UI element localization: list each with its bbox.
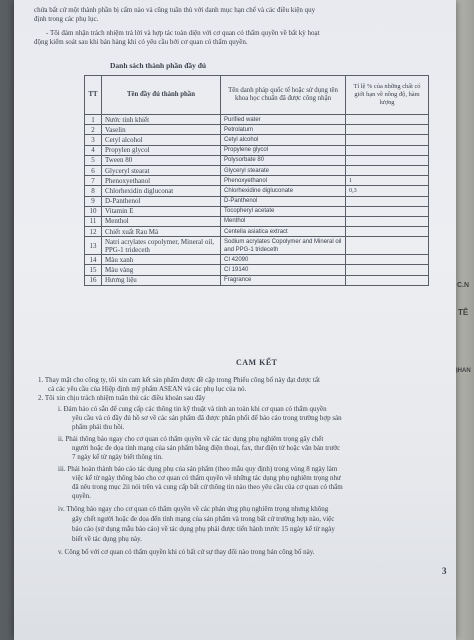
edge-mark: C.N: [457, 282, 470, 289]
row-number: 6: [85, 165, 102, 175]
commitment-text: yêu cầu và có đầy đủ hồ sơ về các sản phẩm đã được phân phối để báo cáo trong trường hợp sản: [72, 414, 342, 422]
ingredient-name: Vitamin E: [102, 206, 221, 216]
intl-name: Chlorhexidine digluconate: [221, 186, 346, 196]
row-number: 5: [85, 155, 102, 165]
header-tt: TT: [85, 76, 102, 115]
commitment-text: 1. Thay mặt cho công ty, tôi xin cam kết sản phẩm được đề cập trong Phiếu công bố này đạt được tất: [38, 376, 320, 384]
percentage: [346, 155, 429, 165]
page-number: 3: [442, 566, 447, 576]
table-row: [85, 186, 429, 196]
row-number: 10: [85, 206, 102, 216]
ingredient-name: Màu vàng: [102, 265, 221, 275]
commitment-text: 7 ngày kể từ ngày biết thông tin.: [72, 453, 163, 461]
ingredient-name: Propylen glycol: [102, 145, 221, 155]
commitment-text: quyền.: [72, 492, 91, 500]
row-number: 3: [85, 135, 102, 145]
ingredient-name: Nước tinh khiết: [102, 115, 221, 125]
ingredient-name: Natri acrylates copolymer, Mineral oil, PPG-1 trideceth: [102, 237, 221, 255]
ingredient-name: Phenoxyethanol: [102, 176, 221, 186]
table-row: [85, 115, 429, 125]
table-row: [85, 237, 429, 255]
intl-name: Sodium acrylates Copolymer and Mineral oil and PPG-1 trideceth: [221, 237, 346, 255]
table-row: [85, 227, 429, 237]
ingredient-name: Menthol: [102, 216, 221, 226]
percentage: [346, 265, 429, 275]
header-percentage: Tỉ lệ % của những chất có giới hạn về nồng độ, hàm lượng: [346, 76, 429, 115]
intl-name: CI 19140: [221, 265, 346, 275]
percentage: 1: [346, 176, 429, 186]
percentage: [346, 216, 429, 226]
table-row: [85, 206, 429, 216]
row-number: 4: [85, 145, 102, 155]
table-row: [85, 176, 429, 186]
ingredient-name: Vaselin: [102, 125, 221, 135]
edge-mark: TÊ: [458, 308, 469, 317]
commitment-heading: CAM KẾT: [236, 358, 278, 367]
percentage: [346, 165, 429, 175]
ingredient-name: Tween 80: [102, 155, 221, 165]
ingredient-name: Glyceryl stearat: [102, 165, 221, 175]
row-number: 1: [85, 115, 102, 125]
intl-name: Phenoxyethanol: [221, 176, 346, 186]
intl-name: Fragrance: [221, 275, 346, 285]
row-number: 14: [85, 255, 102, 265]
table-row: [85, 125, 429, 135]
commitment-text: 2. Tôi xin chịu trách nhiệm tuân thủ các điều khoản sau đây: [38, 394, 206, 402]
commitment-text: ii. Phải thông báo ngay cho cơ quan có thẩm quyền về các tác dụng phụ nghiêm trọng gây chết: [58, 435, 324, 443]
row-number: 2: [85, 125, 102, 135]
commitment-text: gây chết người hoặc đe dọa đến tính mạng của sản phẩm và trong bất cứ trường hợp nào, việc: [72, 515, 335, 523]
commitment-text: phẩm phải thu hồi.: [72, 423, 125, 431]
intro-line: định trong các phụ lục.: [34, 15, 99, 23]
percentage: [346, 206, 429, 216]
table-header-row: [85, 76, 429, 115]
intl-name: Centella asiatica extract: [221, 227, 346, 237]
row-number: 16: [85, 275, 102, 285]
percentage: [346, 255, 429, 265]
ingredients-table: [84, 75, 429, 286]
commitment-text: đã nêu trong mục 2ii nói trên và cung cấp bất cứ thông tin nào theo yêu cầu của cơ quan có thẩm: [72, 483, 343, 491]
table-row: [85, 165, 429, 175]
document-page: [14, 0, 456, 640]
percentage: [346, 115, 429, 125]
commitment-text: biết về tác dụng phụ này.: [72, 535, 142, 543]
intl-name: Cetyl alcohol: [221, 135, 346, 145]
intro-line: chứa bất cứ một thành phần bị cấm nào và cũng tuân thủ với danh mục hạn chế và các điều kiện quy: [34, 6, 316, 14]
commitment-text: v. Công bố với cơ quan có thẩm quyền khi có bất cứ sự thay đổi nào trong bản công bố này.: [58, 548, 315, 556]
intl-name: Propylene glycol: [221, 145, 346, 155]
ingredient-name: Chlorhexidin digluconat: [102, 186, 221, 196]
ingredient-name: Cetyl alcohol: [102, 135, 221, 145]
ingredient-name: Hương liệu: [102, 275, 221, 285]
commitment-text: i. Đảm bảo có sẵn để cung cấp các thông tin kỹ thuật và tính an toàn khi cơ quan có thẩm quyền: [58, 405, 327, 413]
ingredient-name: D-Panthenol: [102, 196, 221, 206]
row-number: 8: [85, 186, 102, 196]
percentage: 0,3: [346, 186, 429, 196]
intl-name: CI 42090: [221, 255, 346, 265]
intl-name: Polysorbate 80: [221, 155, 346, 165]
commitment-text: người hoặc đe dọa tính mạng của sản phẩm bằng điện thoại, fax, thư điện tử hoặc văn bản trước: [72, 444, 341, 452]
percentage: [346, 196, 429, 206]
ingredient-name: Màu xanh: [102, 255, 221, 265]
commitment-text: báo cáo (sử dụng mẫu báo cáo) về tác dụng phụ phải được tiến hành trước 15 ngày kể từ ngày: [72, 525, 335, 533]
table-row: [85, 265, 429, 275]
table-row: [85, 275, 429, 285]
intl-name: D-Panthenol: [221, 196, 346, 206]
table-row: [85, 216, 429, 226]
table-row: [85, 135, 429, 145]
row-number: 7: [85, 176, 102, 186]
table-row: [85, 145, 429, 155]
row-number: 9: [85, 196, 102, 206]
row-number: 11: [85, 216, 102, 226]
table-title: Danh sách thành phần đầy đủ: [110, 61, 207, 70]
row-number: 13: [85, 237, 102, 255]
percentage: [346, 275, 429, 285]
background-edge: [456, 0, 474, 640]
intl-name: Glyceryl stearate: [221, 165, 346, 175]
row-number: 15: [85, 265, 102, 275]
percentage: [346, 145, 429, 155]
row-number: 12: [85, 227, 102, 237]
commitment-text: việc kể từ ngày thông báo cho cơ quan có thẩm quyền về những tác dụng phụ nghiêm trọng như: [72, 474, 341, 482]
header-intl-name: Tên danh pháp quốc tế hoặc sử dụng tên khoa học chuẩn đã được công nhận: [221, 76, 346, 115]
header-name: Tên đầy đủ thành phần: [102, 76, 221, 115]
commitment-text: iv. Thông báo ngay cho cơ quan có thẩm quyền về các phản ứng phụ nghiêm trọng nhưng không: [58, 505, 329, 513]
intro-line: - Tôi đảm nhận trách nhiệm trả lời và hợp tác toàn diện với cơ quan có thẩm quyền về bất kỳ hoạt: [46, 29, 320, 37]
percentage: [346, 227, 429, 237]
edge-mark: ỊHAN: [456, 368, 471, 374]
intl-name: Tocopheryl acetate: [221, 206, 346, 216]
table-row: [85, 196, 429, 206]
intl-name: Petrolatum: [221, 125, 346, 135]
intl-name: Purified water: [221, 115, 346, 125]
percentage: [346, 125, 429, 135]
intro-line: động kiểm soát sau khi bán hàng khi có yêu cầu bởi cơ quan có thẩm quyền.: [34, 38, 248, 46]
percentage: [346, 135, 429, 145]
percentage: [346, 237, 429, 255]
table-row: [85, 155, 429, 165]
ingredient-name: Chiết xuất Rau Má: [102, 227, 221, 237]
commitment-text: cả các yêu cầu của Hiệp định mỹ phẩm ASEAN và các phụ lục của nó.: [48, 385, 247, 393]
commitment-text: iii. Phải hoàn thành báo cáo tác dụng phụ của sản phẩm (theo mẫu quy định) trong vòng 8 ngày làm: [58, 465, 338, 473]
table-row: [85, 255, 429, 265]
intl-name: Menthol: [221, 216, 346, 226]
